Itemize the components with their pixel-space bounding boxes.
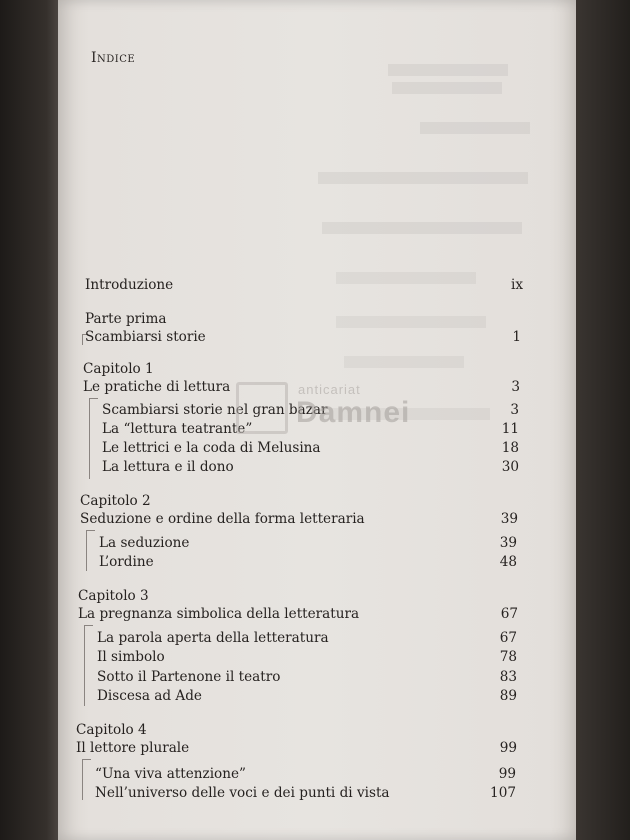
show-through-4 — [318, 172, 528, 184]
book-spine-shadow — [0, 0, 58, 840]
toc-chapter-1-label: Capitolo 1 — [83, 361, 154, 377]
show-through-3 — [420, 122, 530, 134]
section-page: 89 — [499, 688, 517, 704]
toc-part-title: Scambiarsi storie — [85, 329, 206, 345]
section-page: 48 — [499, 554, 517, 570]
toc-chapter-3-title: La pregnanza simbolica della letteratura — [78, 606, 360, 622]
toc-chapter-4-label: Capitolo 4 — [76, 722, 147, 738]
toc-chapter-4-title: Il lettore plurale — [76, 740, 190, 756]
section-title: Scambiarsi storie nel gran bazar — [102, 402, 328, 418]
section-page: 99 — [498, 766, 516, 782]
section-page: 39 — [499, 535, 517, 551]
show-through-7 — [336, 316, 486, 328]
watermark-top-text: anticariat — [298, 382, 361, 397]
chapter-1-bracket — [89, 398, 98, 479]
section-page: 107 — [490, 785, 516, 801]
toc-chapter-4-page: 99 — [499, 740, 517, 756]
section-title: La “lettura teatrante” — [102, 421, 253, 437]
show-through-5 — [322, 222, 522, 234]
section-page: 30 — [501, 459, 519, 475]
section-title: La seduzione — [99, 535, 190, 551]
chapter-2-bracket — [86, 530, 95, 571]
chapter-4-bracket — [82, 759, 91, 800]
show-through-1 — [388, 64, 508, 76]
toc-intro-page: ix — [510, 277, 523, 293]
section-title: La lettura e il dono — [102, 459, 234, 475]
toc-chapter-2-label: Capitolo 2 — [80, 493, 151, 509]
section-title: La parola aperta della letteratura — [97, 630, 329, 646]
toc-chapter-2-page: 39 — [500, 511, 518, 527]
toc-intro-label: Introduzione — [85, 277, 174, 293]
section-page: 78 — [499, 649, 517, 665]
section-title: Il simbolo — [97, 649, 165, 665]
section-page: 67 — [499, 630, 517, 646]
page-title: Indice — [91, 50, 136, 66]
show-through-8 — [344, 356, 464, 368]
section-title: Le lettrici e la coda di Melusina — [102, 440, 321, 456]
show-through-6 — [336, 272, 476, 284]
section-title: Sotto il Partenone il teatro — [97, 669, 281, 685]
section-page: 18 — [501, 440, 519, 456]
page-edge-shadow — [576, 0, 630, 840]
toc-chapter-3-page: 67 — [500, 606, 518, 622]
section-title: L’ordine — [99, 554, 154, 570]
toc-part-label-text: Parte prima — [85, 311, 167, 327]
toc-chapter-1-title: Le pratiche di lettura — [83, 379, 231, 395]
section-page: 3 — [510, 402, 519, 418]
toc-chapter-3-label: Capitolo 3 — [78, 588, 149, 604]
chapter-3-bracket — [84, 625, 93, 706]
toc-part-page: 1 — [512, 329, 521, 345]
section-title: Discesa ad Ade — [97, 688, 202, 704]
watermark-logo — [236, 376, 411, 440]
toc-chapter-1-page: 3 — [511, 379, 520, 395]
section-title: “Una viva attenzione” — [95, 766, 246, 782]
section-page: 11 — [501, 421, 519, 437]
section-page: 83 — [499, 669, 517, 685]
watermark-box-icon — [236, 382, 288, 434]
section-title: Nell’universo delle voci e dei punti di vista — [95, 785, 390, 801]
toc-chapter-2-title: Seduzione e ordine della forma letteraria — [80, 511, 365, 527]
watermark-brand-text: Damnei — [296, 396, 411, 429]
show-through-2 — [392, 82, 502, 94]
